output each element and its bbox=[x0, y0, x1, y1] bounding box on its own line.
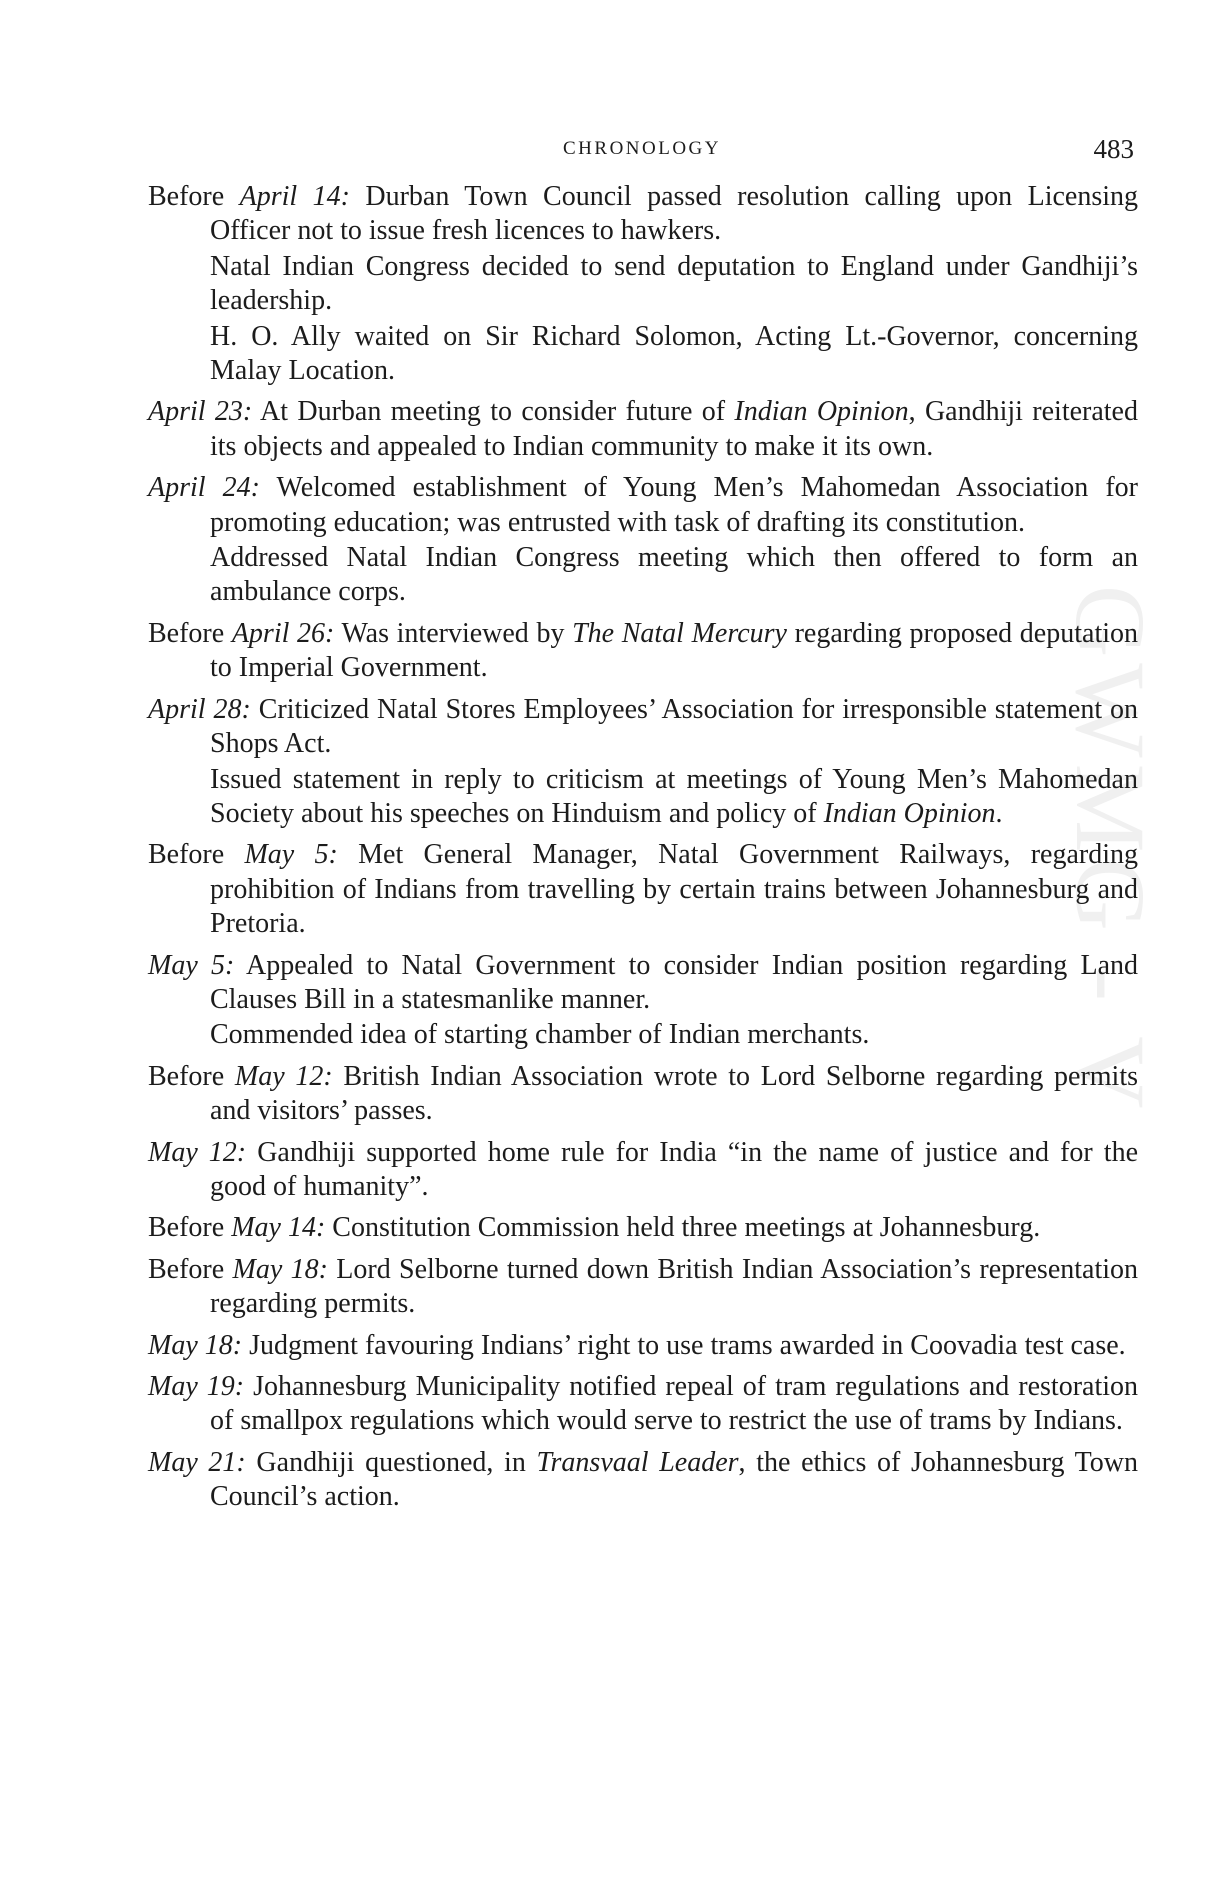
chronology-entry bbox=[148, 1446, 1138, 1515]
chronology-entry bbox=[148, 1211, 1138, 1245]
entry-text: Appealed to Natal Government to consider Indian position regarding Land Clauses Bill in a statesmanlike manner. bbox=[210, 949, 1138, 1015]
entry-continuation: Commended idea of starting chamber of Indian merchants. bbox=[210, 1019, 870, 1051]
chronology-entry bbox=[148, 838, 1138, 941]
page-header bbox=[150, 134, 1134, 168]
entry-date: April 23: bbox=[148, 396, 253, 428]
entry-text: Judgment favouring Indians’ right to use trams awarded in Coovadia test case. bbox=[249, 1329, 1126, 1361]
entry-date: May 12: bbox=[234, 1060, 333, 1092]
entry-text: Met General Manager, Natal Government Railways, regarding prohibition of Indians from travelling by certain trains between Johannesburg and Pretoria. bbox=[210, 839, 1139, 940]
entry-text: Constitution Commission held three meetings at Johannesburg. bbox=[332, 1212, 1041, 1244]
chronology-entry bbox=[148, 949, 1138, 1053]
entry-text: Welcomed establishment of Young Men’s Mahomedan Association for promoting education; was entrusted with task of drafting its constitution. bbox=[210, 472, 1138, 538]
entry-prefix: Before bbox=[148, 181, 240, 212]
entry-date: May 12: bbox=[148, 1136, 247, 1168]
entry-paragraph bbox=[148, 180, 1138, 249]
chronology-entry bbox=[148, 1329, 1138, 1363]
entry-text: , the ethics of Johannesburg Town Council’s action. bbox=[210, 1446, 1139, 1513]
chronology-entry bbox=[148, 1136, 1138, 1205]
entry-paragraph bbox=[148, 949, 1138, 1018]
entry-date: April 14: bbox=[239, 181, 350, 212]
chronology-entry bbox=[148, 617, 1138, 686]
publication-title: Indian Opinion bbox=[823, 797, 996, 829]
entry-date: May 14: bbox=[231, 1212, 326, 1244]
entry-paragraph bbox=[148, 1446, 1138, 1515]
entry-date: May 5: bbox=[148, 949, 235, 981]
entry-prefix: Before bbox=[148, 1060, 235, 1092]
entry-paragraph bbox=[148, 1136, 1138, 1205]
entry-date: May 5: bbox=[244, 839, 338, 871]
entry-date: May 18: bbox=[232, 1253, 328, 1285]
entry-text: Was interviewed by bbox=[341, 617, 573, 649]
chronology-entry bbox=[148, 180, 1138, 388]
entry-text: Criticized Natal Stores Employees’ Association for irresponsible statement on Shops Act. bbox=[210, 693, 1139, 760]
entry-date: May 21: bbox=[148, 1446, 246, 1478]
entry-text: Gandhiji questioned, in bbox=[256, 1446, 537, 1478]
chronology-entry bbox=[148, 471, 1138, 610]
entry-text: Durban Town Council passed resolution calling upon Licensing Officer not to issue fresh licences to hawkers. bbox=[210, 181, 1139, 247]
publication-title: Transvaal Leader bbox=[536, 1446, 739, 1478]
chronology-body bbox=[148, 180, 1138, 1522]
chronology-entry bbox=[148, 1253, 1138, 1322]
entry-paragraph bbox=[148, 838, 1138, 941]
entry-continuation: Natal Indian Congress decided to send deputation to England under Gandhiji’s leadership. bbox=[210, 250, 1138, 317]
entry-text: regarding proposed deputation to Imperial Government. bbox=[210, 617, 1139, 684]
entry-paragraph bbox=[148, 617, 1138, 686]
entry-paragraph bbox=[148, 693, 1138, 762]
chronology-entry bbox=[148, 693, 1138, 832]
entry-text: . bbox=[995, 797, 1003, 829]
entry-text: At Durban meeting to consider future of bbox=[260, 396, 735, 428]
entry-prefix: Before bbox=[148, 617, 232, 649]
entry-paragraph bbox=[148, 395, 1138, 464]
entry-continuation: Addressed Natal Indian Congress meeting which then offered to form an ambulance corps. bbox=[210, 542, 1138, 608]
entry-text: , Gandhiji reiterated its objects and appealed to Indian community to make it its own. bbox=[210, 396, 1138, 462]
entry-paragraph bbox=[148, 1329, 1138, 1363]
entry-date: May 19: bbox=[148, 1371, 245, 1402]
entry-prefix: Before bbox=[148, 1212, 232, 1244]
page-number: 483 bbox=[1093, 134, 1134, 164]
entry-date: April 26: bbox=[231, 617, 335, 649]
running-head: CHRONOLOGY bbox=[563, 138, 721, 159]
entry-text: Issued statement in reply to criticism at meetings of Young Men’s Mahomedan Society about his speeches on Hinduism and policy of bbox=[210, 763, 1138, 829]
entry-paragraph bbox=[148, 1370, 1138, 1439]
entry-text: Gandhiji supported home rule for India “in the name of justice and for the good of humanity”. bbox=[210, 1136, 1139, 1202]
entry-prefix: Before bbox=[148, 1253, 233, 1285]
entry-paragraph bbox=[148, 471, 1138, 540]
entry-date: May 18: bbox=[148, 1329, 243, 1361]
entry-text: Johannesburg Municipality notified repeal of tram regulations and restoration of smallpox regulations which would serve to restrict the use of trams by Indians. bbox=[210, 1371, 1139, 1437]
chronology-entry bbox=[148, 1060, 1138, 1129]
chronology-entry bbox=[148, 395, 1138, 464]
chronology-entry bbox=[148, 1370, 1138, 1439]
entry-paragraph bbox=[148, 1211, 1138, 1245]
entry-text: British Indian Association wrote to Lord Selborne regarding permits and visitors’ passes. bbox=[210, 1060, 1139, 1127]
entry-continuation: H. O. Ally waited on Sir Richard Solomon, Acting Lt.-Governor, concerning Malay Location. bbox=[210, 320, 1138, 387]
watermark: GWMG - V bbox=[1055, 585, 1166, 1115]
entry-paragraph bbox=[148, 1060, 1138, 1129]
entry-continuation bbox=[148, 763, 1138, 832]
entry-date: April 24: bbox=[148, 472, 260, 504]
entry-prefix: Before bbox=[148, 839, 245, 871]
publication-title: Indian Opinion bbox=[734, 396, 909, 428]
entry-date: April 28: bbox=[148, 693, 251, 725]
entry-paragraph bbox=[148, 1253, 1138, 1322]
entry-text: Lord Selborne turned down British Indian Association’s representation regarding permits. bbox=[210, 1253, 1139, 1320]
publication-title: The Natal Mercury bbox=[572, 617, 787, 649]
